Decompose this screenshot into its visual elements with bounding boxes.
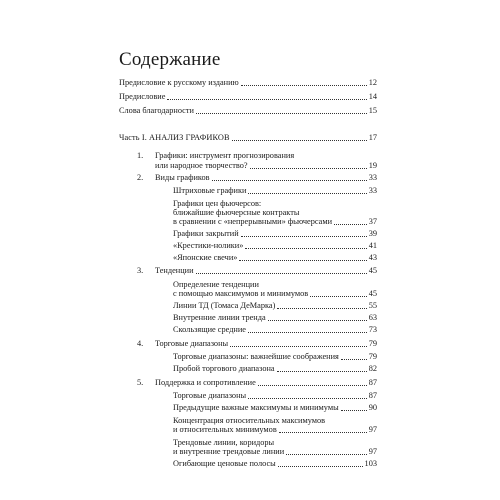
section-concentration-line1: Концентрация относительных максимумов — [173, 416, 326, 425]
page-title: Содержание — [119, 49, 221, 70]
section-trendlines-channels-line1: Трендовые линии, коридоры — [173, 438, 275, 447]
entry-label: Внутренние линии тренда — [173, 313, 266, 322]
toc-chapter-2[interactable] — [137, 173, 377, 183]
chapter-1-number: 1. — [137, 151, 144, 160]
entry-page: 55 — [368, 301, 377, 310]
leader-dots — [248, 193, 366, 194]
entry-label: Тенденции — [155, 266, 194, 275]
toc-chapter-4[interactable] — [137, 339, 377, 349]
entry-label: Пробой торгового диапазона — [173, 364, 275, 373]
toc-section-close-charts[interactable] — [173, 229, 377, 239]
entry-label: Слова благодарности — [119, 106, 194, 115]
toc-section-point-figure[interactable] — [173, 241, 377, 251]
leader-dots — [341, 410, 367, 411]
entry-page: 39 — [368, 229, 377, 238]
entry-label: или народное творчество? — [155, 161, 248, 170]
toc-section-td-lines[interactable] — [173, 301, 377, 311]
leader-dots — [279, 432, 367, 433]
leader-dots — [258, 385, 367, 386]
entry-page: 41 — [368, 241, 377, 250]
toc-section-bar-charts[interactable] — [173, 186, 377, 196]
toc-entry-preface-russian[interactable] — [119, 78, 377, 88]
toc-section-range-considerations[interactable] — [173, 352, 377, 362]
entry-page: 97 — [368, 425, 377, 434]
toc-chapter-5[interactable] — [137, 378, 377, 388]
entry-page: 45 — [368, 266, 377, 275]
leader-dots — [286, 454, 367, 455]
toc-part-1[interactable] — [119, 133, 377, 143]
leader-dots — [277, 371, 367, 372]
entry-page: 14 — [368, 92, 377, 101]
entry-label: Торговые диапазоны: важнейшие соображения — [173, 352, 339, 361]
toc-section-trendlines-channels[interactable] — [173, 447, 377, 457]
leader-dots — [278, 466, 363, 467]
entry-page: 82 — [368, 364, 377, 373]
leader-dots — [334, 224, 367, 225]
entry-page: 15 — [368, 106, 377, 115]
entry-page: 87 — [368, 378, 377, 387]
toc-section-price-envelopes[interactable] — [173, 459, 377, 469]
entry-label: Скользящие средние — [173, 325, 246, 334]
entry-label: Штриховые графики — [173, 186, 247, 195]
entry-label: и внутренние трендовые линии — [173, 447, 285, 456]
toc-section-moving-averages[interactable] — [173, 325, 377, 335]
toc-section-range-breakout[interactable] — [173, 364, 377, 374]
chapter-number: 2. — [137, 173, 144, 182]
entry-page: 73 — [368, 325, 377, 334]
entry-label: Огибающие ценовые полосы — [173, 459, 276, 468]
entry-page: 79 — [368, 352, 377, 361]
leader-dots — [241, 85, 367, 86]
entry-page: 63 — [368, 313, 377, 322]
leader-dots — [341, 359, 367, 360]
entry-label: Предисловие — [119, 92, 166, 101]
toc-entry-preface[interactable] — [119, 92, 377, 102]
toc-section-internal-trendlines[interactable] — [173, 313, 377, 323]
entry-label: с помощью максимумов и минимумов — [173, 289, 309, 298]
entry-page: 97 — [368, 447, 377, 456]
entry-page: 33 — [368, 186, 377, 195]
entry-label: и относительных минимумов — [173, 425, 277, 434]
section-futures-line2: ближайшие фьючерсные контракты — [173, 208, 300, 217]
entry-page: 19 — [368, 161, 377, 170]
entry-label: Графики закрытий — [173, 229, 239, 238]
entry-page: 87 — [368, 391, 377, 400]
leader-dots — [196, 273, 367, 274]
entry-page: 17 — [368, 133, 377, 142]
entry-label: Виды графиков — [155, 173, 210, 182]
chapter-number: 5. — [137, 378, 144, 387]
chapter-number: 3. — [137, 266, 144, 275]
entry-page: 43 — [368, 253, 377, 262]
entry-page: 33 — [368, 173, 377, 182]
entry-page: 103 — [364, 459, 377, 468]
leader-dots — [268, 320, 367, 321]
leader-dots — [248, 398, 367, 399]
toc-section-candlesticks[interactable] — [173, 253, 377, 263]
leader-dots — [248, 332, 367, 333]
leader-dots — [245, 248, 366, 249]
entry-page: 79 — [368, 339, 377, 348]
entry-label: Торговые диапазоны — [173, 391, 247, 400]
entry-page: 37 — [368, 217, 377, 226]
leader-dots — [212, 180, 367, 181]
entry-label: в сравнении с «непрерывными» фьючерсами — [173, 217, 333, 226]
section-trend-definition-line1: Определение тенденции — [173, 280, 259, 289]
leader-dots — [250, 168, 367, 169]
leader-dots — [241, 236, 367, 237]
leader-dots — [232, 140, 367, 141]
leader-dots — [167, 99, 366, 100]
chapter-number: 4. — [137, 339, 144, 348]
leader-dots — [230, 346, 367, 347]
entry-label: Торговые диапазоны — [155, 339, 229, 348]
toc-section-futures-charts[interactable] — [173, 217, 377, 227]
entry-page: 90 — [368, 403, 377, 412]
leader-dots — [277, 308, 366, 309]
toc-section-prior-highs-lows[interactable] — [173, 403, 377, 413]
entry-page: 45 — [368, 289, 377, 298]
entry-page: 12 — [368, 78, 377, 87]
toc-section-trend-definition[interactable] — [173, 289, 377, 299]
chapter-1-label-line1: Графики: инструмент прогнозирования — [155, 151, 295, 160]
toc-section-trading-ranges[interactable] — [173, 391, 377, 401]
leader-dots — [196, 113, 367, 114]
part-label: Часть I. АНАЛИЗ ГРАФИКОВ — [119, 133, 230, 142]
entry-label: «Японские свечи» — [173, 253, 238, 262]
entry-label: Предисловие к русскому изданию — [119, 78, 239, 87]
entry-label: «Крестики-нолики» — [173, 241, 244, 250]
section-futures-line1: Графики цен фьючерсов: — [173, 199, 262, 208]
entry-label: Поддержка и сопротивление — [155, 378, 256, 387]
leader-dots — [310, 296, 366, 297]
toc-chapter-1[interactable] — [155, 161, 377, 171]
toc-entry-acknowledgements[interactable] — [119, 106, 377, 116]
toc-section-concentration[interactable] — [173, 425, 377, 435]
leader-dots — [239, 260, 366, 261]
entry-label: Предыдущие важные максимумы и минимумы — [173, 403, 339, 412]
toc-chapter-3[interactable] — [137, 266, 377, 276]
entry-label: Линии ТД (Томаса ДеМарка) — [173, 301, 276, 310]
